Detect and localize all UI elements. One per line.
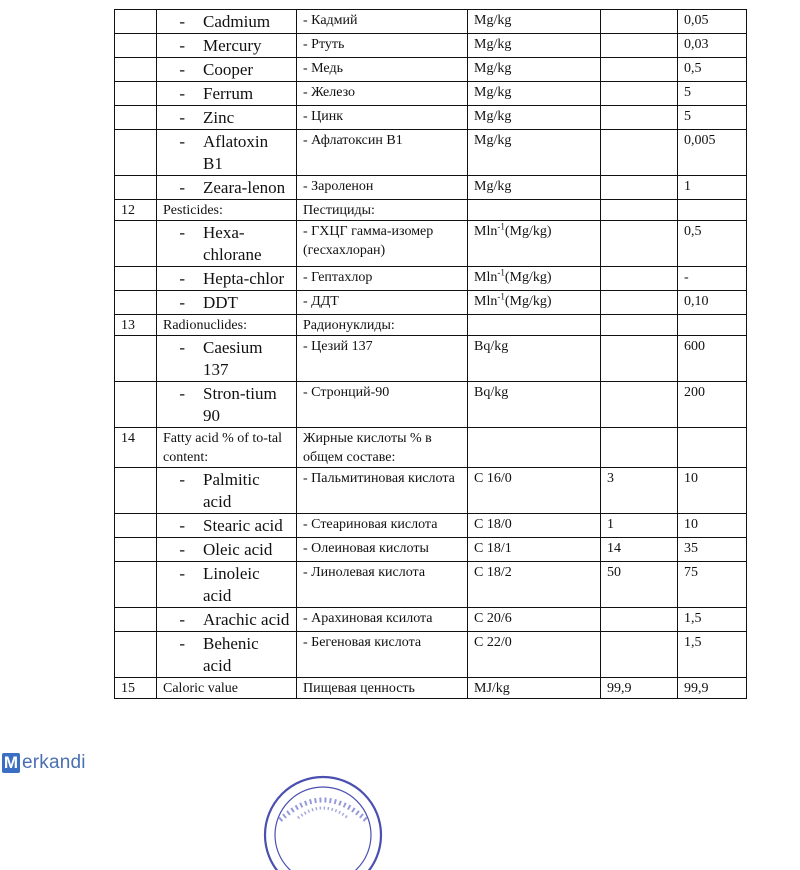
parameter-en-text: Oleic acid bbox=[203, 540, 273, 559]
value-min-cell bbox=[601, 632, 678, 678]
unit-tail: (Mg/kg) bbox=[504, 224, 552, 239]
table-row bbox=[115, 291, 747, 315]
merkandi-watermark bbox=[2, 752, 86, 774]
parameter-en-cell: Caloric value bbox=[157, 678, 297, 699]
unit-cell bbox=[468, 514, 601, 538]
parameter-ru-cell: - Пальмитиновая кислота bbox=[297, 468, 468, 514]
parameter-ru-cell: - Афлатоксин В1 bbox=[297, 130, 468, 176]
unit-cell bbox=[468, 428, 601, 468]
parameter-en-text: Cooper bbox=[203, 60, 254, 79]
list-dash bbox=[157, 83, 185, 105]
parameter-ru-cell: - Ртуть bbox=[297, 34, 468, 58]
value-min-cell bbox=[601, 82, 678, 106]
parameter-en-text: Mercury bbox=[203, 36, 262, 55]
unit-cell bbox=[468, 562, 601, 608]
value-max-cell bbox=[678, 200, 747, 221]
parameter-en-cell bbox=[157, 514, 297, 538]
row-number-cell bbox=[115, 538, 157, 562]
table-row bbox=[115, 10, 747, 34]
list-dash bbox=[157, 469, 185, 513]
table-row bbox=[115, 267, 747, 291]
row-number-cell bbox=[115, 58, 157, 82]
row-number-cell bbox=[115, 514, 157, 538]
value-min-cell bbox=[601, 336, 678, 382]
parameter-en-cell bbox=[157, 291, 297, 315]
parameter-en-cell bbox=[157, 632, 297, 678]
table-row bbox=[115, 176, 747, 200]
row-number-cell bbox=[115, 176, 157, 200]
unit-cell bbox=[468, 10, 601, 34]
parameter-ru-cell: - Кадмий bbox=[297, 10, 468, 34]
unit-text: C 20/6 bbox=[474, 611, 512, 626]
table-row bbox=[115, 678, 747, 699]
value-min-cell bbox=[601, 221, 678, 267]
unit-cell bbox=[468, 58, 601, 82]
list-dash bbox=[157, 11, 185, 33]
unit-cell bbox=[468, 382, 601, 428]
table-row bbox=[115, 315, 747, 336]
value-min-cell bbox=[601, 176, 678, 200]
unit-cell bbox=[468, 130, 601, 176]
value-min-cell: 14 bbox=[601, 538, 678, 562]
table-row bbox=[115, 608, 747, 632]
unit-cell bbox=[468, 336, 601, 382]
value-min-cell: 99,9 bbox=[601, 678, 678, 699]
parameter-ru-cell: - ГХЦГ гамма-изомер (гесхахлоран) bbox=[297, 221, 468, 267]
parameter-ru-cell: - Бегеновая кислота bbox=[297, 632, 468, 678]
value-max-cell: 0,03 bbox=[678, 34, 747, 58]
parameter-en-text: Caesium 137 bbox=[203, 338, 263, 379]
parameter-en-cell bbox=[157, 130, 297, 176]
parameter-en-text: Hexa-chlorane bbox=[203, 223, 262, 264]
unit-text: Mg/kg bbox=[474, 37, 512, 52]
unit-cell bbox=[468, 632, 601, 678]
unit-cell bbox=[468, 678, 601, 699]
parameter-ru-cell: - Стронций-90 bbox=[297, 382, 468, 428]
row-number-cell bbox=[115, 382, 157, 428]
row-number-cell bbox=[115, 468, 157, 514]
unit-text: Bq/kg bbox=[474, 385, 509, 400]
value-min-cell: 50 bbox=[601, 562, 678, 608]
value-max-cell: 99,9 bbox=[678, 678, 747, 699]
value-max-cell: 200 bbox=[678, 382, 747, 428]
parameter-ru-cell: Радионуклиды: bbox=[297, 315, 468, 336]
parameter-en-cell: Radionuclides: bbox=[157, 315, 297, 336]
value-max-cell: 5 bbox=[678, 106, 747, 130]
unit-cell bbox=[468, 221, 601, 267]
parameter-en-cell bbox=[157, 34, 297, 58]
value-min-cell bbox=[601, 315, 678, 336]
row-number-cell: 13 bbox=[115, 315, 157, 336]
table-row bbox=[115, 382, 747, 428]
list-dash bbox=[157, 292, 185, 314]
value-max-cell: 10 bbox=[678, 514, 747, 538]
unit-text: Mln bbox=[474, 270, 498, 285]
parameter-en-text: Behenic acid bbox=[203, 634, 259, 675]
unit-text: Mg/kg bbox=[474, 85, 512, 100]
value-min-cell bbox=[601, 428, 678, 468]
parameter-ru-cell: - Медь bbox=[297, 58, 468, 82]
unit-cell bbox=[468, 291, 601, 315]
parameter-en-text: Aflatoxin B1 bbox=[203, 132, 269, 173]
value-min-cell bbox=[601, 200, 678, 221]
unit-cell bbox=[468, 82, 601, 106]
list-dash bbox=[157, 268, 185, 290]
table-row bbox=[115, 562, 747, 608]
merkandi-logo-text: erkandi bbox=[22, 752, 86, 773]
table-row bbox=[115, 106, 747, 130]
parameter-en-text: Palmitic acid bbox=[203, 470, 260, 511]
parameter-ru-cell: - Гептахлор bbox=[297, 267, 468, 291]
value-max-cell: 1,5 bbox=[678, 608, 747, 632]
value-min-cell bbox=[601, 267, 678, 291]
unit-superscript: -1 bbox=[497, 267, 505, 278]
value-max-cell: 75 bbox=[678, 562, 747, 608]
value-max-cell: 1 bbox=[678, 176, 747, 200]
merkandi-logo-icon: M bbox=[3, 753, 19, 772]
row-number-cell bbox=[115, 106, 157, 130]
row-number-cell bbox=[115, 34, 157, 58]
parameter-en-text: Zinc bbox=[203, 108, 235, 127]
unit-text: Mg/kg bbox=[474, 179, 512, 194]
list-dash bbox=[157, 131, 185, 175]
parameter-ru-cell: - Зароленон bbox=[297, 176, 468, 200]
value-max-cell: 0,5 bbox=[678, 58, 747, 82]
value-max-cell: 1,5 bbox=[678, 632, 747, 678]
parameter-en-cell bbox=[157, 221, 297, 267]
list-dash bbox=[157, 107, 185, 129]
unit-cell bbox=[468, 315, 601, 336]
value-max-cell: 0,10 bbox=[678, 291, 747, 315]
list-dash bbox=[157, 383, 185, 427]
parameter-ru-cell: - Цинк bbox=[297, 106, 468, 130]
value-max-cell bbox=[678, 315, 747, 336]
list-dash bbox=[157, 633, 185, 677]
list-dash bbox=[157, 515, 185, 537]
unit-text: Mg/kg bbox=[474, 133, 512, 148]
row-number-cell bbox=[115, 632, 157, 678]
value-min-cell bbox=[601, 130, 678, 176]
parameter-en-cell bbox=[157, 562, 297, 608]
unit-text: Mg/kg bbox=[474, 109, 512, 124]
value-min-cell bbox=[601, 382, 678, 428]
parameter-en-cell bbox=[157, 176, 297, 200]
value-min-cell bbox=[601, 34, 678, 58]
parameter-en-cell bbox=[157, 267, 297, 291]
row-number-cell: 12 bbox=[115, 200, 157, 221]
row-number-cell bbox=[115, 562, 157, 608]
unit-superscript: -1 bbox=[497, 291, 505, 302]
value-max-cell: 0,05 bbox=[678, 10, 747, 34]
table-row bbox=[115, 82, 747, 106]
list-dash bbox=[157, 177, 185, 199]
table-row bbox=[115, 632, 747, 678]
value-min-cell bbox=[601, 291, 678, 315]
value-min-cell: 1 bbox=[601, 514, 678, 538]
value-max-cell: 0,005 bbox=[678, 130, 747, 176]
parameter-en-text: DDT bbox=[203, 293, 238, 312]
parameter-ru-cell: - ДДТ bbox=[297, 291, 468, 315]
parameter-ru-cell: Жирные кислоты % в общем составе: bbox=[297, 428, 468, 468]
unit-text: MJ/kg bbox=[474, 681, 510, 696]
parameter-en-cell bbox=[157, 538, 297, 562]
row-number-cell bbox=[115, 267, 157, 291]
table-row bbox=[115, 336, 747, 382]
parameter-en-cell: Pesticides: bbox=[157, 200, 297, 221]
parameter-en-text: Stron-tium 90 bbox=[203, 384, 277, 425]
unit-text: Mg/kg bbox=[474, 13, 512, 28]
value-max-cell: 5 bbox=[678, 82, 747, 106]
table-row bbox=[115, 538, 747, 562]
parameter-ru-cell: - Железо bbox=[297, 82, 468, 106]
list-dash bbox=[157, 539, 185, 561]
table-row bbox=[115, 221, 747, 267]
parameter-en-cell bbox=[157, 468, 297, 514]
parameter-en-cell bbox=[157, 58, 297, 82]
parameter-en-text: Arachic acid bbox=[203, 610, 290, 629]
table-row bbox=[115, 34, 747, 58]
list-dash bbox=[157, 337, 185, 381]
list-dash bbox=[157, 609, 185, 631]
list-dash bbox=[157, 35, 185, 57]
table-row bbox=[115, 468, 747, 514]
row-number-cell: 14 bbox=[115, 428, 157, 468]
unit-cell bbox=[468, 267, 601, 291]
list-dash bbox=[157, 563, 185, 607]
stamp-seal-icon bbox=[258, 770, 388, 870]
value-max-cell: 10 bbox=[678, 468, 747, 514]
row-number-cell bbox=[115, 82, 157, 106]
unit-text: Mln bbox=[474, 224, 498, 239]
unit-tail: (Mg/kg) bbox=[504, 270, 552, 285]
row-number-cell: 15 bbox=[115, 678, 157, 699]
row-number-cell bbox=[115, 130, 157, 176]
unit-cell bbox=[468, 34, 601, 58]
parameter-en-text: Zeara-lenon bbox=[203, 178, 286, 197]
unit-text: C 18/2 bbox=[474, 565, 512, 580]
value-max-cell: 600 bbox=[678, 336, 747, 382]
unit-text: Mg/kg bbox=[474, 61, 512, 76]
parameter-en-cell bbox=[157, 106, 297, 130]
value-min-cell bbox=[601, 608, 678, 632]
list-dash bbox=[157, 59, 185, 81]
unit-cell bbox=[468, 608, 601, 632]
parameter-en-text: Hepta-chlor bbox=[203, 269, 285, 288]
row-number-cell bbox=[115, 10, 157, 34]
value-max-cell: 35 bbox=[678, 538, 747, 562]
row-number-cell bbox=[115, 291, 157, 315]
parameter-en-cell bbox=[157, 336, 297, 382]
unit-text: C 22/0 bbox=[474, 635, 512, 650]
row-number-cell bbox=[115, 608, 157, 632]
value-max-cell: 0,5 bbox=[678, 221, 747, 267]
unit-text: C 18/0 bbox=[474, 517, 512, 532]
unit-text: Bq/kg bbox=[474, 339, 509, 354]
parameter-ru-cell: Пестициды: bbox=[297, 200, 468, 221]
parameter-en-cell bbox=[157, 608, 297, 632]
unit-text: C 18/1 bbox=[474, 541, 512, 556]
row-number-cell bbox=[115, 336, 157, 382]
value-max-cell bbox=[678, 428, 747, 468]
value-max-cell: - bbox=[678, 267, 747, 291]
specification-table bbox=[114, 9, 747, 699]
parameter-en-cell: Fatty acid % of to-tal content: bbox=[157, 428, 297, 468]
table-row bbox=[115, 200, 747, 221]
parameter-en-cell bbox=[157, 382, 297, 428]
unit-cell bbox=[468, 176, 601, 200]
parameter-en-cell bbox=[157, 10, 297, 34]
unit-cell bbox=[468, 200, 601, 221]
parameter-en-cell bbox=[157, 82, 297, 106]
unit-text: C 16/0 bbox=[474, 471, 512, 486]
unit-cell bbox=[468, 468, 601, 514]
parameter-en-text: Stearic acid bbox=[203, 516, 283, 535]
parameter-ru-cell: - Стеариновая кислота bbox=[297, 514, 468, 538]
value-min-cell: 3 bbox=[601, 468, 678, 514]
value-min-cell bbox=[601, 10, 678, 34]
unit-cell bbox=[468, 538, 601, 562]
list-dash bbox=[157, 222, 185, 266]
parameter-ru-cell: - Арахиновая ксилота bbox=[297, 608, 468, 632]
table-row bbox=[115, 130, 747, 176]
parameter-ru-cell: - Линолевая кислота bbox=[297, 562, 468, 608]
parameter-en-text: Linoleic acid bbox=[203, 564, 260, 605]
row-number-cell bbox=[115, 221, 157, 267]
value-min-cell bbox=[601, 58, 678, 82]
parameter-en-text: Cadmium bbox=[203, 12, 271, 31]
table-row bbox=[115, 428, 747, 468]
unit-cell bbox=[468, 106, 601, 130]
unit-superscript: -1 bbox=[497, 221, 505, 232]
unit-text: Mln bbox=[474, 294, 498, 309]
parameter-en-text: Ferrum bbox=[203, 84, 254, 103]
parameter-ru-cell: - Цезий 137 bbox=[297, 336, 468, 382]
unit-tail: (Mg/kg) bbox=[504, 294, 552, 309]
table-row bbox=[115, 514, 747, 538]
parameter-ru-cell: - Олеиновая кислоты bbox=[297, 538, 468, 562]
value-min-cell bbox=[601, 106, 678, 130]
table-row bbox=[115, 58, 747, 82]
parameter-ru-cell: Пищевая ценность bbox=[297, 678, 468, 699]
